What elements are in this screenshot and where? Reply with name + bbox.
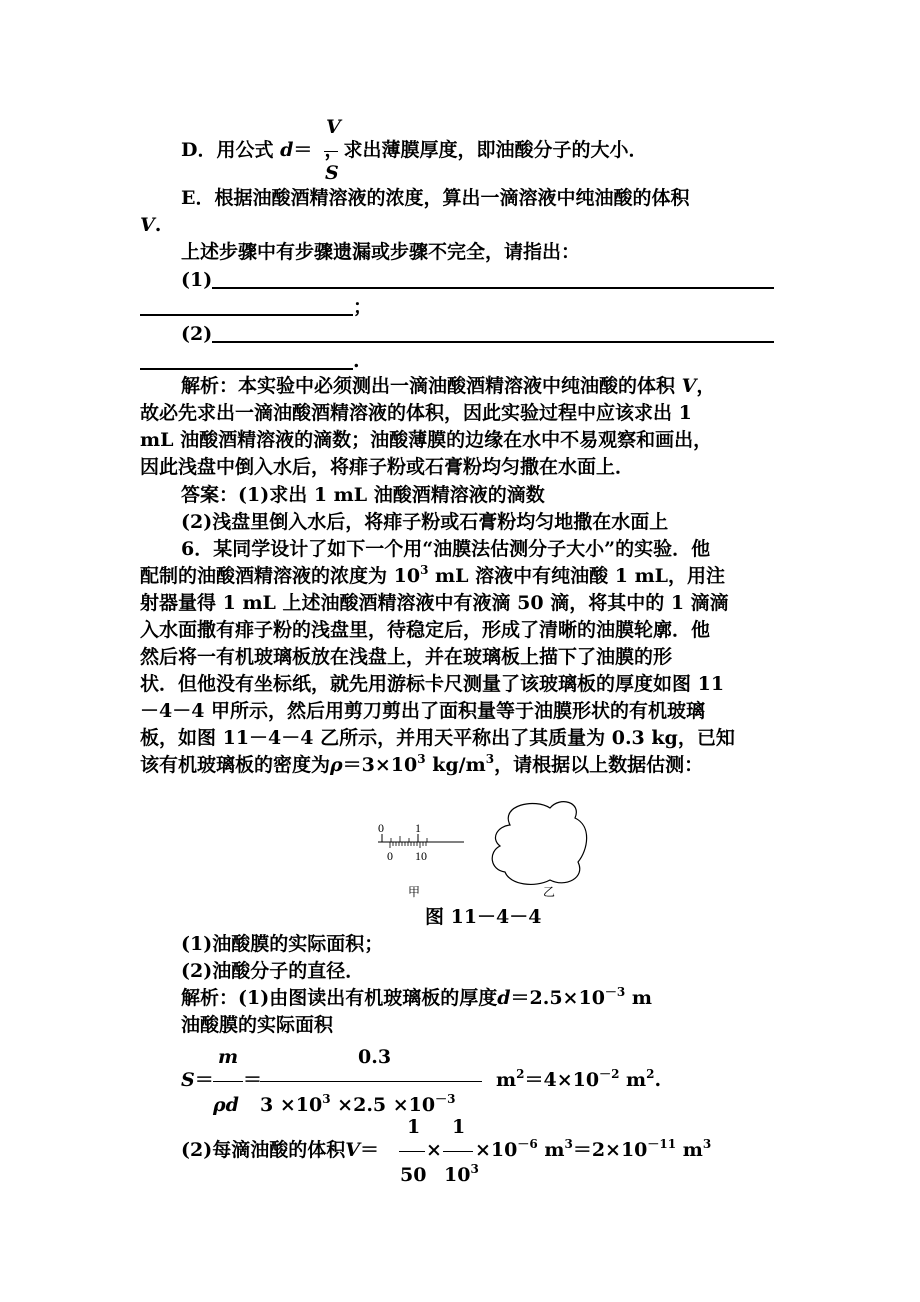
step-e-line2: V. bbox=[140, 214, 162, 236]
blank-2-cont[interactable]: . bbox=[140, 349, 360, 373]
answer-line1: 答案：(1)求出 1 mL 油酸酒精溶液的滴数 bbox=[181, 484, 545, 506]
sub-question-1: (1)油酸膜的实际面积； bbox=[181, 933, 384, 955]
sub-question-2: (2)油酸分子的直径． bbox=[181, 960, 365, 982]
answer-line2: (2)浅盘里倒入水后，将痱子粉或石膏粉均匀地撒在水面上 bbox=[181, 511, 669, 533]
vernier-caliper-diagram bbox=[378, 821, 464, 863]
V-times: × bbox=[426, 1139, 442, 1161]
figure-label-jia: 甲 bbox=[408, 885, 421, 899]
V-fraction2-denominator: $10^3$ bbox=[444, 1162, 479, 1186]
S-fraction-denominator-rhod: ρd bbox=[213, 1094, 239, 1116]
formula-d-denominator: S bbox=[325, 162, 339, 184]
q6-line8: 板，如图 11－4－4 乙所示，并用天平称出了其质量为 0.3 kg，已知 bbox=[140, 727, 735, 749]
V-rest: $\times 10^{-6}$ $m^3=2\times 10^{-11}$ $m^3$ bbox=[475, 1137, 712, 1161]
figure-vernier-and-film bbox=[360, 790, 600, 900]
S-small-fraction-line bbox=[213, 1081, 243, 1082]
S-result: $m^2=4\times 10^{-2}$ $m^2$. bbox=[496, 1067, 662, 1091]
vernier-scale-10: 10 bbox=[415, 849, 427, 863]
figure-caption: 图 11－4－4 bbox=[425, 906, 542, 928]
step-d: D．用公式 d＝ ，求出薄膜厚度，即油酸分子的大小． bbox=[181, 139, 648, 161]
V-fraction2-numerator: 1 bbox=[452, 1116, 466, 1138]
blank-1[interactable]: (1) bbox=[181, 268, 774, 292]
S-big-denominator: $3 \times 10^3 \times 2.5 \times 10^{-3}$ bbox=[260, 1092, 456, 1116]
blank-1-cont[interactable]: ； bbox=[140, 295, 372, 319]
solution-line2: 油酸膜的实际面积 bbox=[181, 1014, 334, 1036]
q6-line2: 配制的油酸酒精溶液的浓度为 $10^3$ mL 溶液中有纯油酸 1 mL，用注 bbox=[140, 563, 726, 587]
S-big-fraction-line bbox=[260, 1081, 482, 1082]
q6-line5: 然后将一有机玻璃板放在浅盘上，并在玻璃板上描下了油膜的形 bbox=[140, 646, 673, 668]
prompt-text: 上述步骤中有步骤遗漏或步骤不完全，请指出： bbox=[181, 241, 581, 263]
analysis-line3: mL 油酸酒精溶液的滴数；油酸薄膜的边缘在水中不易观察和画出， bbox=[140, 429, 713, 451]
V-fraction1-numerator: 1 bbox=[407, 1116, 421, 1138]
q6-line1: 6．某同学设计了如下一个用“油膜法估测分子大小”的实验．他 bbox=[181, 538, 711, 560]
q6-line6: 状．但他没有坐标纸，就先用游标卡尺测量了该玻璃板的厚度如图 11 bbox=[140, 673, 725, 695]
q6-line4: 入水面撒有痱子粉的浅盘里，待稳定后，形成了清晰的油膜轮廓．他 bbox=[140, 619, 711, 641]
main-scale-0: 0 bbox=[378, 821, 384, 835]
V-fraction2-line bbox=[443, 1151, 473, 1152]
blank-2[interactable]: (2) bbox=[181, 322, 774, 346]
q6-line3: 射器量得 1 mL 上述油酸酒精溶液中有液滴 50 滴，将其中的 1 滴滴 bbox=[140, 592, 729, 614]
formula-d-numerator: V bbox=[326, 116, 341, 138]
vernier-scale-0: 0 bbox=[387, 849, 393, 863]
q6-line9: 该有机玻璃板的密度为$\rho=3\times 10^3$ $kg/m^3$，请根据以上数据估测： bbox=[140, 752, 704, 776]
analysis-line1: 解析：本实验中必须测出一滴油酸酒精溶液中纯油酸的体积 V， bbox=[181, 375, 716, 397]
formula-d-fraction-line bbox=[324, 151, 338, 152]
V-fraction1-line bbox=[399, 1151, 425, 1152]
V-formula-line: (2)每滴油酸的体积V＝ bbox=[181, 1139, 379, 1161]
S-fraction-numerator-m: m bbox=[218, 1046, 239, 1068]
main-scale-1: 1 bbox=[415, 821, 421, 835]
S-big-numerator: 0.3 bbox=[358, 1046, 392, 1068]
S-eq2: ＝ bbox=[243, 1069, 263, 1091]
q6-line7: －4－4 甲所示，然后用剪刀剪出了面积量等于油膜形状的有机玻璃 bbox=[140, 700, 706, 722]
analysis-line4: 因此浅盘中倒入水后，将痱子粉或石膏粉均匀撒在水面上． bbox=[140, 456, 635, 478]
V-fraction1-denominator: 50 bbox=[400, 1164, 427, 1186]
oil-film-outline bbox=[492, 802, 586, 885]
step-e-line1: E．根据油酸酒精溶液的浓度，算出一滴溶液中纯油酸的体积 bbox=[181, 187, 690, 209]
solution-line1: 解析：(1)由图读出有机玻璃板的厚度$d=2.5\times 10^{-3}$ m bbox=[181, 985, 652, 1009]
S-formula-line: S＝ bbox=[181, 1069, 214, 1091]
analysis-line2: 故必先求出一滴油酸酒精溶液的体积，因此实验过程中应该求出 1 bbox=[140, 402, 692, 424]
figure-label-yi: 乙 bbox=[543, 885, 556, 899]
